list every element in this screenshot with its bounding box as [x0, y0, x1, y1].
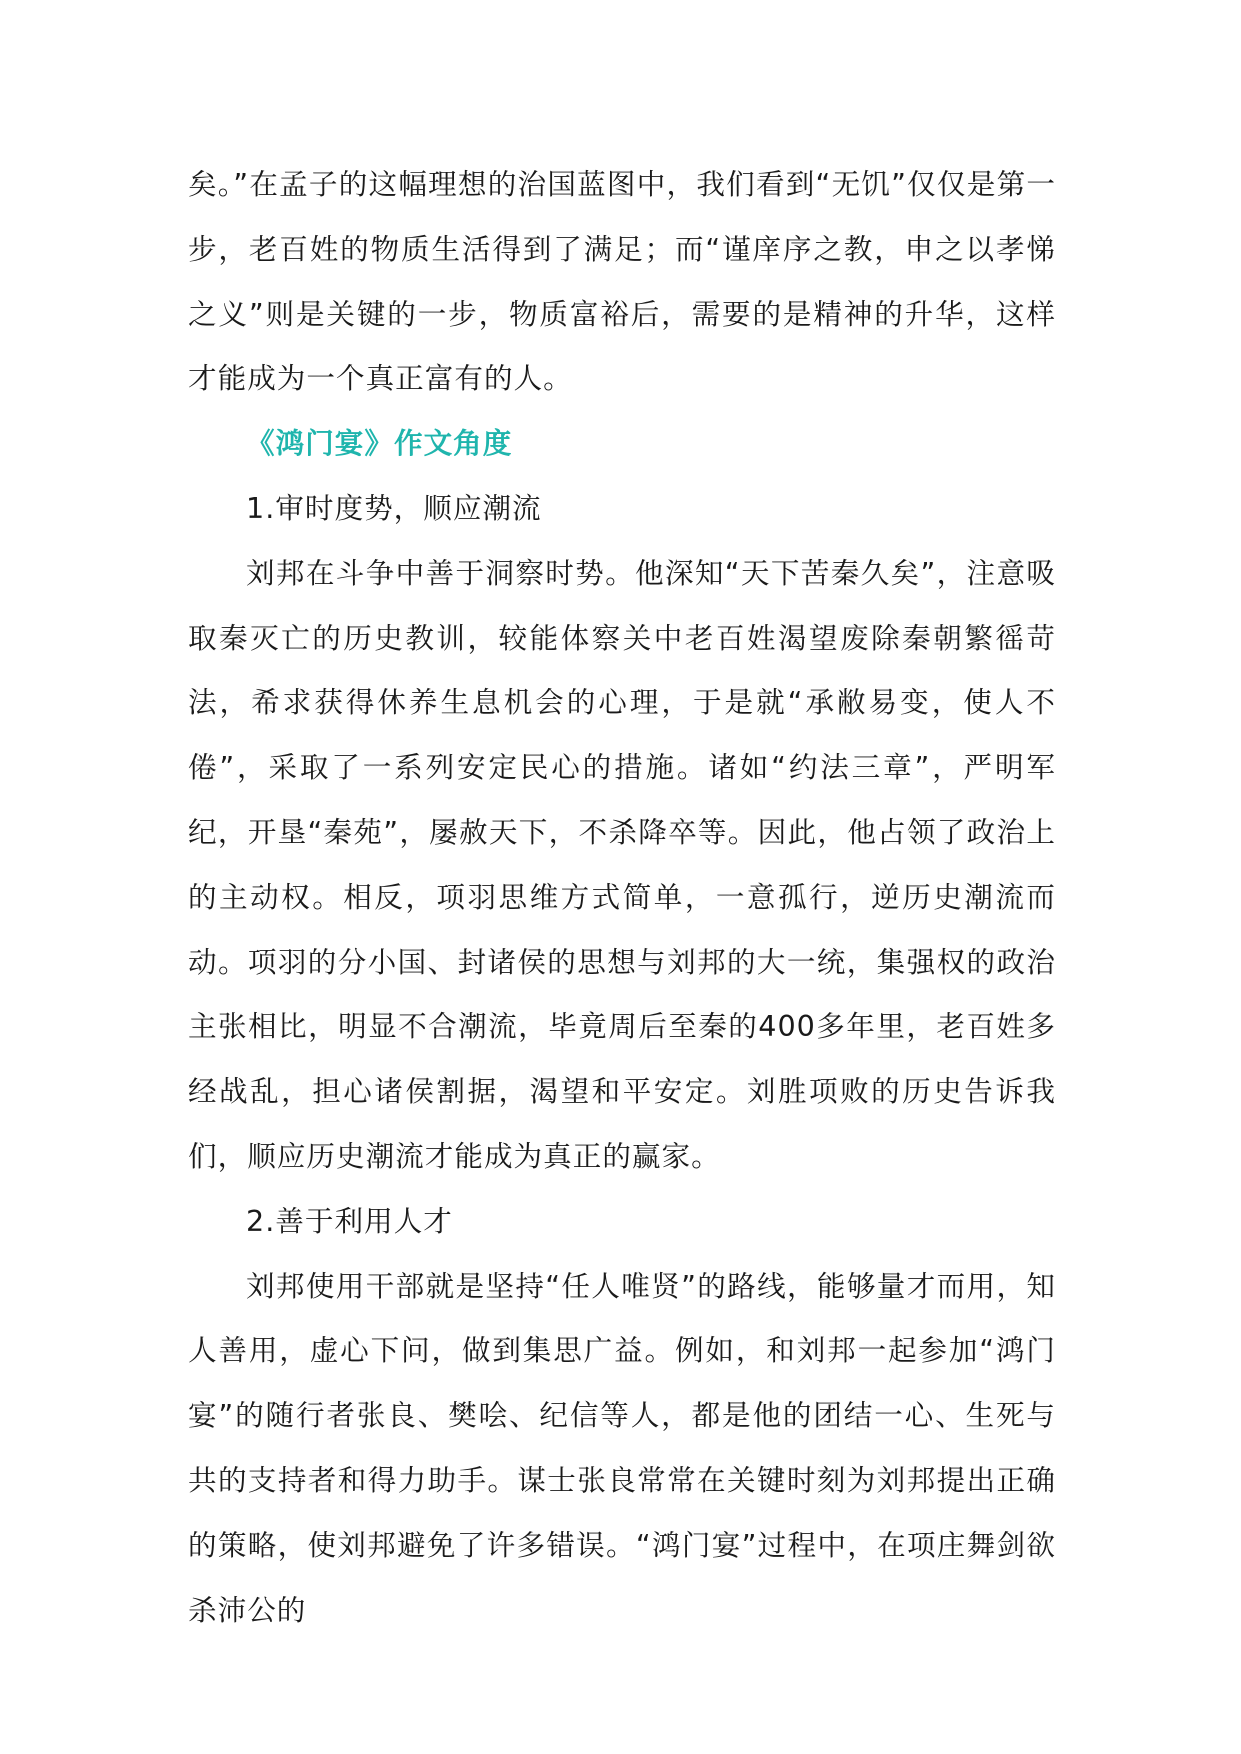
item-heading-1: 1.审时度势，顺应潮流 — [246, 490, 542, 525]
item-body-1: 刘邦在斗争中善于洞察时势。他深知“天下苦秦久矣”，注意吸取秦灭亡的历史教训，较能体察关中老百姓渴望废除秦朝繁徭苛法，希求获得休养生息机会的心理，于是就“承敝易变，使人不倦”，采取了一系列安定民心的措施。诸如“约法三章”，严明军纪，开垦“秦苑”，屡赦天下，不杀降卒等。因此，他占领了政治上的主动权。相反，项羽思维方式简单，一意孤行，逆历史潮流而动。项羽的分小国、封诸侯的思想与刘邦的大一统，集强权的政治主张相比，明显不合潮流，毕竟周后至秦的400多年里，老百姓多经战乱，担心诸侯割据，渴望和平安定。刘胜项败的历史告诉我们，顺应历史潮流才能成为真正的赢家。 — [188, 555, 1056, 1173]
intro-paragraph: 矣。”在孟子的这幅理想的治国蓝图中，我们看到“无饥”仅仅是第一步，老百姓的物质生活得到了满足；而“谨庠序之教，申之以孝悌之义”则是关键的一步，物质富裕后，需要的是精神的升华，这样才能成为一个真正富有的人。 — [188, 167, 1056, 396]
item-heading-2: 2.善于利用人才 — [246, 1203, 453, 1238]
section-title: 《鸿门宴》作文角度 — [246, 426, 513, 461]
document-content — [188, 152, 1056, 1642]
item-body-2: 刘邦使用干部就是坚持“任人唯贤”的路线，能够量才而用，知人善用，虚心下问，做到集思广益。例如，和刘邦一起参加“鸿门宴”的随行者张良、樊哙、纪信等人，都是他的团结一心、生死与共的支持者和得力助手。谋士张良常常在关键时刻为刘邦提出正确的策略，使刘邦避免了许多错误。“鸿门宴”过程中，在项庄舞剑欲杀沛公的 — [188, 1268, 1056, 1627]
